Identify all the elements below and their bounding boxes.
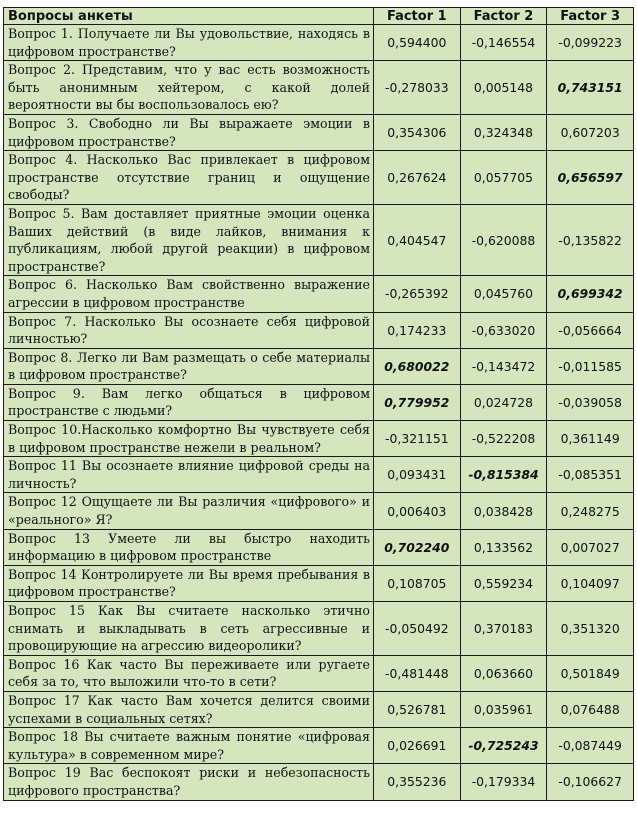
table-row xyxy=(4,276,634,312)
question-cell: Вопрос 18 Вы считаете важным понятие «цифровая культура» в современном мире? xyxy=(4,728,374,764)
factor-1-value: 0,354306 xyxy=(374,114,461,150)
factor-1-value: 0,026691 xyxy=(374,728,461,764)
factor-1-value: -0,278033 xyxy=(374,61,461,115)
question-cell: Вопрос 17 Как часто Вам хочется делится своими успехами в социальных сетях? xyxy=(4,691,374,727)
factor-1-value: 0,779952 xyxy=(374,384,461,420)
factor-3-value: -0,039058 xyxy=(547,384,634,420)
factor-2-value: 0,045760 xyxy=(460,276,547,312)
factor-1-value: -0,481448 xyxy=(374,655,461,691)
table-row xyxy=(4,764,634,800)
question-cell: Вопрос 8. Легко ли Вам размещать о себе материалы в цифровом пространстве? xyxy=(4,348,374,384)
factor-1-value: 0,702240 xyxy=(374,529,461,565)
question-cell: Вопрос 4. Насколько Вас привлекает в цифровом пространстве отсутствие границ и ощущение свободы? xyxy=(4,151,374,205)
factor-3-value: -0,085351 xyxy=(547,457,634,493)
factor-1-value: 0,006403 xyxy=(374,493,461,529)
question-cell: Вопрос 14 Контролируете ли Вы время пребывания в цифровом пространстве? xyxy=(4,565,374,601)
table-row xyxy=(4,151,634,205)
factor-2-value: -0,522208 xyxy=(460,421,547,457)
factor-1-value: 0,093431 xyxy=(374,457,461,493)
factor-3-value: 0,104097 xyxy=(547,565,634,601)
factor-2-value: -0,143472 xyxy=(460,348,547,384)
factor-2-value: 0,005148 xyxy=(460,61,547,115)
factor-1-value: -0,321151 xyxy=(374,421,461,457)
factor-3-value: 0,743151 xyxy=(547,61,634,115)
factor-2-value: 0,324348 xyxy=(460,114,547,150)
factor-1-value: 0,355236 xyxy=(374,764,461,800)
table-row xyxy=(4,602,634,656)
question-cell: Вопрос 15 Как Вы считаете насколько этично снимать и выкладывать в сеть агрессивные и провоцирующие на агрессию видеоролики? xyxy=(4,602,374,656)
factor-1-value: 0,526781 xyxy=(374,691,461,727)
header-factor-3: Factor 3 xyxy=(547,8,634,25)
question-cell: Вопрос 5. Вам доставляет приятные эмоции оценка Ваших действий (в виде лайков, внимания к публикациям, любой другой реакции) в цифровом пространстве? xyxy=(4,204,374,275)
factor-3-value: 0,607203 xyxy=(547,114,634,150)
table-row xyxy=(4,565,634,601)
factor-1-value: -0,050492 xyxy=(374,602,461,656)
header-factor-1: Factor 1 xyxy=(374,8,461,25)
factor-table-container xyxy=(3,7,633,801)
factor-3-value: 0,699342 xyxy=(547,276,634,312)
table-row xyxy=(4,25,634,61)
factor-2-value: -0,633020 xyxy=(460,312,547,348)
question-cell: Вопрос 3. Свободно ли Вы выражаете эмоции в цифровом пространстве? xyxy=(4,114,374,150)
question-cell: Вопрос 7. Насколько Вы осознаете себя цифровой личностью? xyxy=(4,312,374,348)
factor-3-value: 0,656597 xyxy=(547,151,634,205)
table-row xyxy=(4,529,634,565)
question-cell: Вопрос 19 Вас беспокоят риски и небезопасность цифрового пространства? xyxy=(4,764,374,800)
factor-3-value: -0,106627 xyxy=(547,764,634,800)
factor-2-value: -0,725243 xyxy=(460,728,547,764)
factor-2-value: -0,179334 xyxy=(460,764,547,800)
factor-2-value: -0,146554 xyxy=(460,25,547,61)
factor-2-value: -0,620088 xyxy=(460,204,547,275)
table-row xyxy=(4,728,634,764)
factor-1-value: -0,265392 xyxy=(374,276,461,312)
table-header-row xyxy=(4,8,634,25)
factor-3-value: 0,361149 xyxy=(547,421,634,457)
table-row xyxy=(4,457,634,493)
factor-1-value: 0,108705 xyxy=(374,565,461,601)
table-row xyxy=(4,114,634,150)
question-cell: Вопрос 13 Умеете ли вы быстро находить информацию в цифровом пространстве xyxy=(4,529,374,565)
factor-1-value: 0,680022 xyxy=(374,348,461,384)
factor-3-value: 0,248275 xyxy=(547,493,634,529)
question-cell: Вопрос 10.Насколько комфортно Вы чувствуете себя в цифровом пространстве нежели в реальном? xyxy=(4,421,374,457)
table-row xyxy=(4,655,634,691)
header-questions: Вопросы анкеты xyxy=(4,8,374,25)
table-row xyxy=(4,312,634,348)
header-factor-2: Factor 2 xyxy=(460,8,547,25)
question-cell: Вопрос 11 Вы осознаете влияние цифровой среды на личность? xyxy=(4,457,374,493)
factor-2-value: 0,024728 xyxy=(460,384,547,420)
question-cell: Вопрос 9. Вам легко общаться в цифровом пространстве с людьми? xyxy=(4,384,374,420)
factor-1-value: 0,174233 xyxy=(374,312,461,348)
factor-2-value: 0,057705 xyxy=(460,151,547,205)
factor-2-value: 0,063660 xyxy=(460,655,547,691)
factor-1-value: 0,594400 xyxy=(374,25,461,61)
factor-2-value: 0,559234 xyxy=(460,565,547,601)
factor-3-value: -0,011585 xyxy=(547,348,634,384)
table-row xyxy=(4,61,634,115)
factor-3-value: 0,351320 xyxy=(547,602,634,656)
factor-3-value: -0,099223 xyxy=(547,25,634,61)
question-cell: Вопрос 2. Представим, что у вас есть возможность быть анонимным хейтером, с какой долей вероятности вы бы воспользовалось ею? xyxy=(4,61,374,115)
table-row xyxy=(4,348,634,384)
factor-loadings-table xyxy=(3,7,634,801)
factor-2-value: 0,038428 xyxy=(460,493,547,529)
question-cell: Вопрос 1. Получаете ли Вы удовольствие, находясь в цифровом пространстве? xyxy=(4,25,374,61)
factor-2-value: -0,815384 xyxy=(460,457,547,493)
table-row xyxy=(4,691,634,727)
factor-2-value: 0,035961 xyxy=(460,691,547,727)
factor-2-value: 0,370183 xyxy=(460,602,547,656)
factor-1-value: 0,404547 xyxy=(374,204,461,275)
factor-3-value: 0,007027 xyxy=(547,529,634,565)
factor-3-value: -0,056664 xyxy=(547,312,634,348)
factor-1-value: 0,267624 xyxy=(374,151,461,205)
table-row xyxy=(4,493,634,529)
factor-3-value: -0,135822 xyxy=(547,204,634,275)
factor-3-value: 0,501849 xyxy=(547,655,634,691)
factor-3-value: 0,076488 xyxy=(547,691,634,727)
table-row xyxy=(4,421,634,457)
question-cell: Вопрос 12 Ощущаете ли Вы различия «цифрового» и «реального» Я? xyxy=(4,493,374,529)
factor-3-value: -0,087449 xyxy=(547,728,634,764)
table-row xyxy=(4,384,634,420)
table-row xyxy=(4,204,634,275)
question-cell: Вопрос 6. Насколько Вам свойственно выражение агрессии в цифровом пространстве xyxy=(4,276,374,312)
question-cell: Вопрос 16 Как часто Вы переживаете или ругаете себя за то, что выложили что-то в сети? xyxy=(4,655,374,691)
factor-2-value: 0,133562 xyxy=(460,529,547,565)
